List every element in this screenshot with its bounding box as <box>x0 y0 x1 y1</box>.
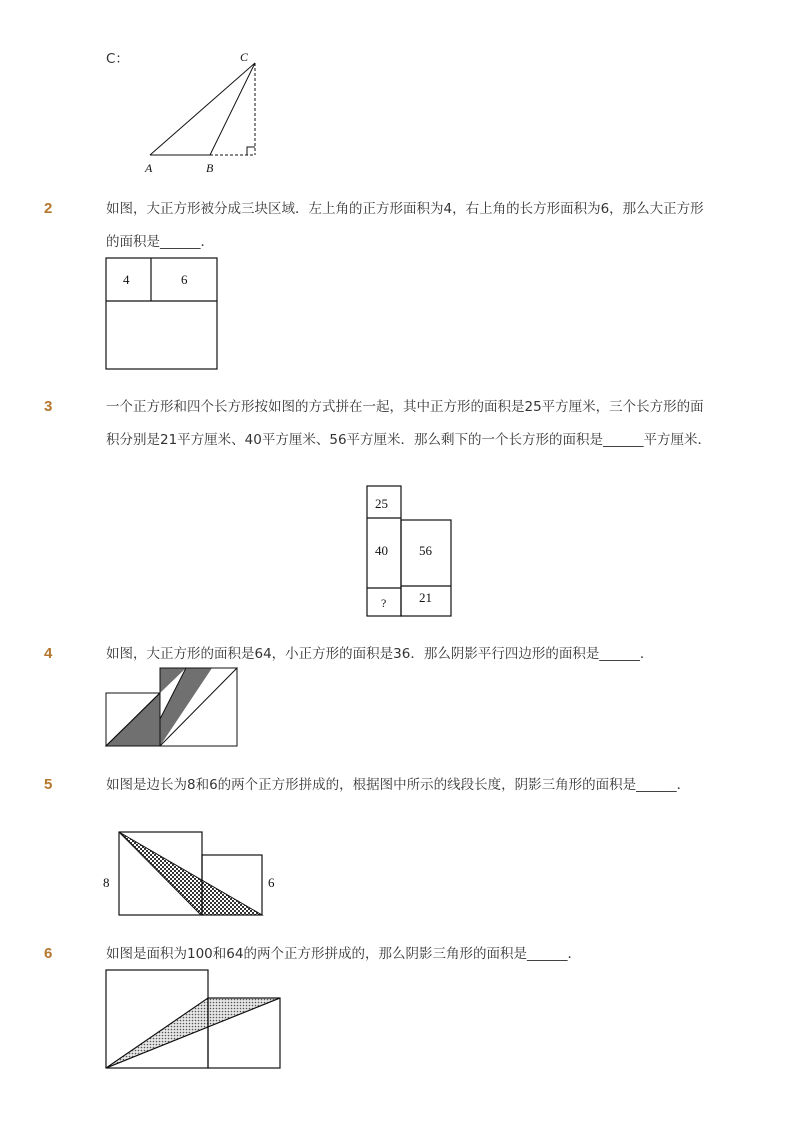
rectangles-figure <box>365 484 455 620</box>
problem-text: 如图，大正方形被分成三块区域．左上角的正方形面积为4，右上角的长方形面积为6，那么大正方形的面积是______． <box>106 201 704 250</box>
point-a-label: A <box>145 161 153 175</box>
dotted-triangle-figure <box>104 968 284 1072</box>
side-label: 8 <box>103 875 110 890</box>
area-label: 21 <box>419 590 432 605</box>
area-label: 6 <box>181 272 188 287</box>
area-label: 25 <box>375 496 388 511</box>
problem-text: 如图，大正方形的面积是64，小正方形的面积是36．那么阴影平行四边形的面积是______． <box>106 646 654 662</box>
side-label: 6 <box>268 875 275 890</box>
point-c-label: C <box>240 50 249 64</box>
problem-number: 6 <box>44 945 53 962</box>
parallelogram-figure <box>104 666 240 750</box>
problem-number: 4 <box>44 645 53 662</box>
checkered-triangle-figure <box>100 828 280 920</box>
area-label: 4 <box>123 272 130 287</box>
problem-number: 3 <box>44 398 53 415</box>
triangle-figure <box>140 45 270 180</box>
area-label: 56 <box>419 543 432 558</box>
area-label: 40 <box>375 543 388 558</box>
problem-text: 如图是边长为8和6的两个正方形拼成的，根据图中所示的线段长度，阴影三角形的面积是______． <box>106 777 691 793</box>
area-label: ? <box>381 596 387 610</box>
option-c-label: C： <box>106 51 129 67</box>
problem-number: 2 <box>44 200 53 217</box>
square-regions-figure <box>104 256 220 372</box>
point-b-label: B <box>206 161 214 175</box>
problem-text: 一个正方形和四个长方形按如图的方式拼在一起，其中正方形的面积是25平方厘米，三个长方形的面积分别是21平方厘米、40平方厘米、56平方厘米．那么剩下的一个长方形的面积是______平方厘米． <box>106 399 712 448</box>
problem-text: 如图是面积为100和64的两个正方形拼成的，那么阴影三角形的面积是______． <box>106 946 581 962</box>
problem-number: 5 <box>44 776 53 793</box>
